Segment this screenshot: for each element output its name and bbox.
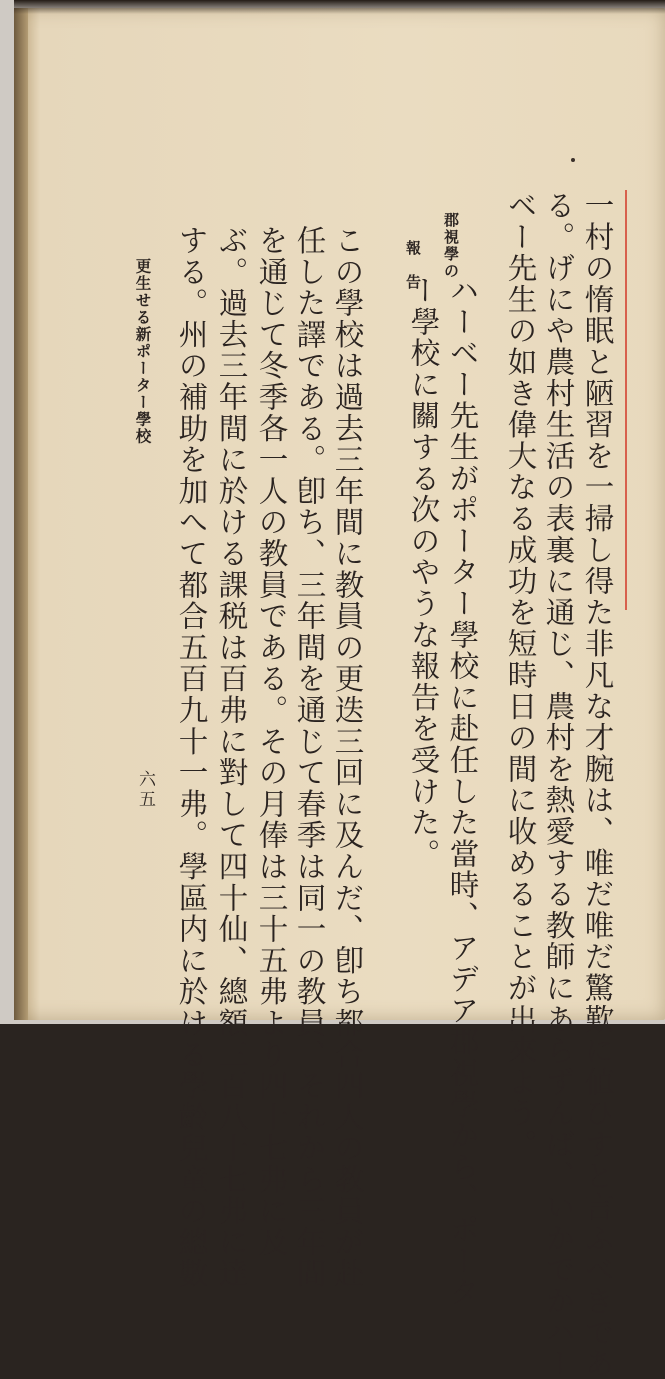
report-column-5: を通じて冬季各一人の教員である。その月俸は三十五弗より四十七弗に及	[254, 225, 289, 1258]
section-heading-line-2: 報 告	[404, 240, 422, 291]
report-column-2: ー學校に關する次のやうな報告を受けた。	[406, 275, 441, 870]
page-number: 六五	[135, 770, 155, 810]
report-column-7: する。州の補助を加へて都合五百九十一弗。學區内に於ける學齡兒童の總數	[174, 225, 209, 1290]
text-column-3: ベー先生の如き偉大なる成功を短時日の間に收めることが出來よう。	[503, 190, 538, 1161]
red-underline-mark	[625, 190, 627, 610]
report-column-1: ハーベー先生がポーター學校に赴任した當時、アデア郡視學から、ポータ	[445, 275, 480, 1308]
text-column-1: 一村の惰眠と陋習を一掃し得た非凡な才腕は、唯だ唯だ驚歎に値ひすと言ふべきであ	[580, 190, 615, 1379]
section-heading-line-1: 郡視學の	[442, 212, 460, 280]
running-footer: 更生せる新ポーター學校	[133, 258, 152, 445]
ink-dot	[571, 158, 575, 162]
page-spine-edge	[14, 8, 28, 1020]
report-column-6: ぶ。過去三年間に於ける課税は百弗に對して四十仙、總額三百八十七弗に達	[214, 225, 249, 1290]
report-column-3: この學校は過去三年間に教員の更迭三回に及んだ、卽ち都合四人の教員が赴	[330, 225, 365, 1290]
top-edge-shadow	[14, 0, 665, 14]
report-column-4: 任した譯である。卽ち、三年間を通じて春季は同一の教員、それから三年間	[292, 225, 327, 1290]
text-column-2: る。げにや農村生活の表裏に通じ、農村を熱愛する教師にあらずんば、いかでかハー	[541, 190, 576, 1379]
